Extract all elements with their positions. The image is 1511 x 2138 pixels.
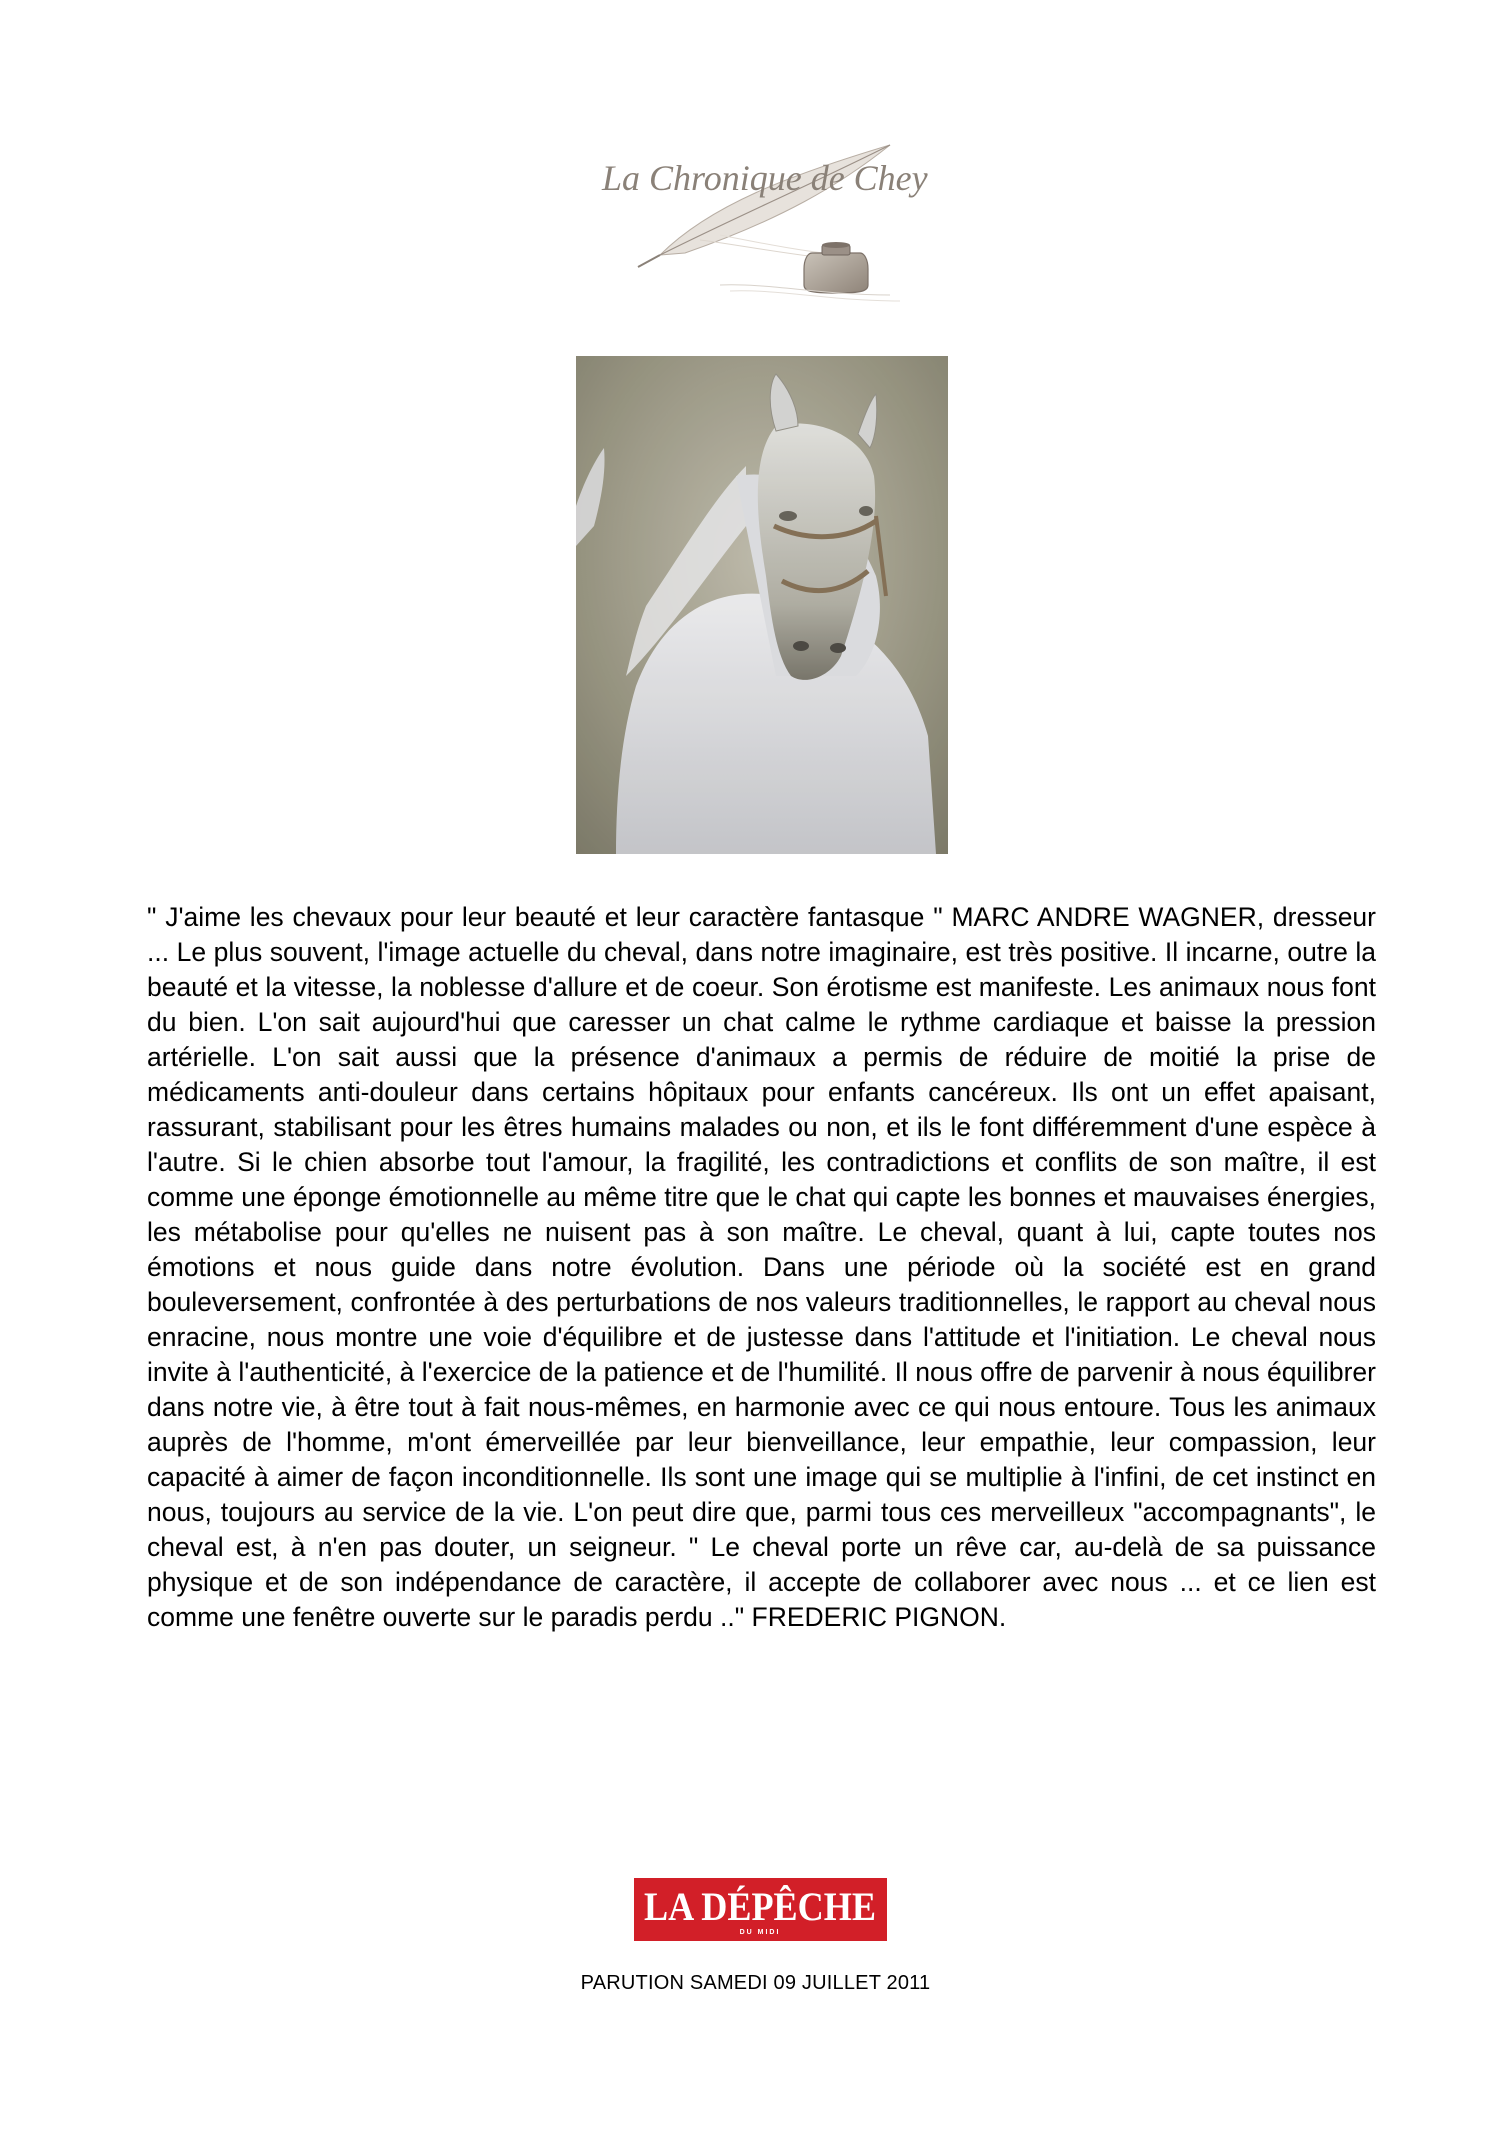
quill-inkwell-icon xyxy=(590,135,930,310)
logo-lettering: La Chronique de Chey xyxy=(602,158,928,198)
white-horse-image xyxy=(576,356,948,854)
newspaper-subtitle: DU MIDI xyxy=(739,1929,781,1936)
newspaper-name: LA DÉPÊCHE xyxy=(644,1884,876,1929)
la-depeche-logo xyxy=(634,1878,887,1941)
chronique-logo xyxy=(590,135,930,310)
article-body: " J'aime les chevaux pour leur beauté et leur caractère fantasque " MARC ANDRE WAGNER, dresseur ... Le plus souvent, l'image actuelle du cheval, dans notre imaginaire, est très positive. Il incarne, outre la beauté et la vitesse, la noblesse d'allure et de coeur. Son érotisme est manifeste. Les animaux nous font du bien. L'on sait aujourd'hui que caresser un chat calme le rythme cardiaque et baisse la pression artérielle. L'on sait aussi que la présence d'animaux a permis de réduire de moitié la prise de médicaments anti-douleur dans certains hôpitaux pour enfants cancéreux. Ils ont un effet apaisant, rassurant, stabilisant pour les êtres humains malades ou non, et ils le font différemment d'une espèce à l'autre. Si le chien absorbe tout l'amour, la fragilité, les contradictions et conflits de son maître, il est comme une éponge émotionnelle au même titre que le chat qui capte les bonnes et mauvaises énergies, les métabolise pour qu'elles ne nuisent pas à son maître. Le cheval, quant à lui, capte toutes nos émotions et nous guide dans notre évolution. Dans une période où la société est en grand bouleversement, confrontée à des perturbations de nos valeurs traditionnelles, le rapport au cheval nous enracine, nous montre une voie d'équilibre et de justesse dans l'attitude et l'initiation. Le cheval nous invite à l'authenticité, à l'exercice de la patience et de l'humilité. Il nous offre de parvenir à nous équilibrer dans notre vie, à être tout à fait nous-mêmes, en harmonie avec ce qui nous entoure. Tous les animaux auprès de l'homme, m'ont émerveillée par leur bienveillance, leur empathie, leur compassion, leur capacité à aimer de façon inconditionnelle. Ils sont une image qui se multiplie à l'infini, de cet instinct en nous, toujours au service de la vie. L'on peut dire que, parmi tous ces merveilleux "accompagnants", le cheval est, à n'en pas douter, un seigneur. " Le cheval porte un rêve car, au-delà de sa puissance physique et de son indépendance de caractère, il accepte de collaborer avec nous ... et ce lien est comme une fenêtre ouverte sur le paradis perdu .." FREDERIC PIGNON. xyxy=(147,902,1376,1632)
horse-photo xyxy=(576,356,948,854)
publication-date: PARUTION SAMEDI 09 JUILLET 2011 xyxy=(580,1972,931,1994)
